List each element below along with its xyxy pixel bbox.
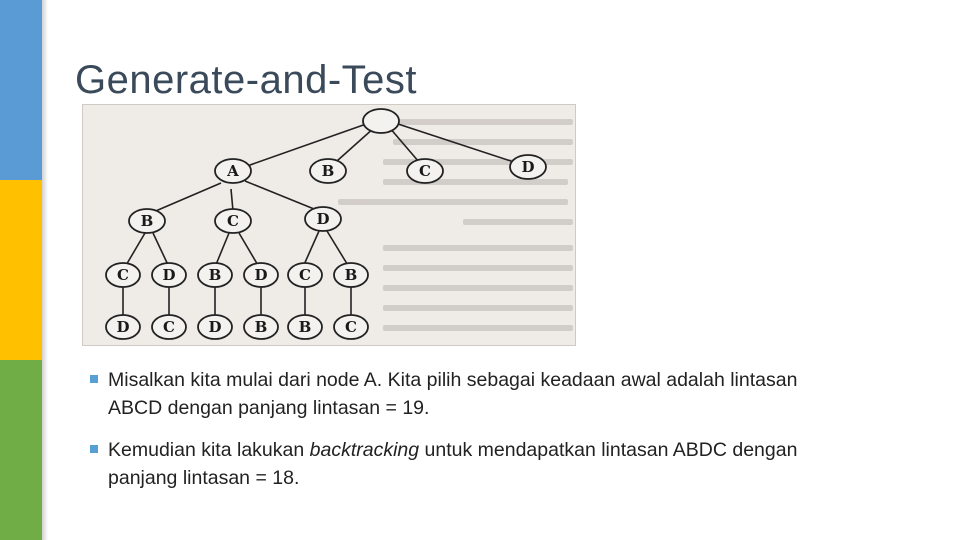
tree-label: D (521, 158, 535, 176)
square-bullet-icon (90, 375, 98, 383)
side-bar-blue (0, 0, 42, 180)
bullet-text-italic: backtracking (309, 439, 420, 461)
side-bar-green (0, 360, 42, 540)
tree-label: C (117, 266, 129, 284)
side-bar-shadow (42, 0, 48, 540)
tree-label: C (299, 266, 311, 284)
tree-label: B (140, 212, 154, 230)
tree-label: D (316, 210, 330, 228)
tree-label: C (163, 318, 175, 336)
tree-label: C (345, 318, 357, 336)
tree-label: C (227, 212, 239, 230)
tree-label: D (208, 318, 222, 336)
bullet-text: Misalkan kita mulai dari node A. Kita pilih sebagai keadaan awal adalah lintasan ABCD dengan panjang lintasan = 19. (108, 369, 798, 419)
bullet-item (90, 436, 830, 492)
slide-title: Generate-and-Test (75, 58, 418, 102)
tree-label: C (419, 162, 431, 180)
side-bar-yellow (0, 180, 42, 360)
tree-label: B (254, 318, 268, 336)
scan-background-text (338, 119, 573, 331)
tree-label: B (321, 162, 335, 180)
bullet-list (90, 366, 830, 506)
tree-label: B (298, 318, 312, 336)
bullet-text-before: Kemudian kita lakukan (108, 439, 310, 461)
square-bullet-icon (90, 445, 98, 453)
tree-label: B (344, 266, 358, 284)
tree-node-root (363, 109, 399, 133)
tree-label: A (227, 162, 239, 180)
tree-label: B (208, 266, 222, 284)
tree-label: D (162, 266, 176, 284)
tree-label: D (116, 318, 130, 336)
bullet-text-after: untuk mendapatkan lintasan ABDC dengan panjang lintasan = 18. (108, 439, 798, 489)
tree-label: D (254, 266, 268, 284)
tree-diagram-image (82, 104, 576, 346)
bullet-item (90, 366, 830, 422)
